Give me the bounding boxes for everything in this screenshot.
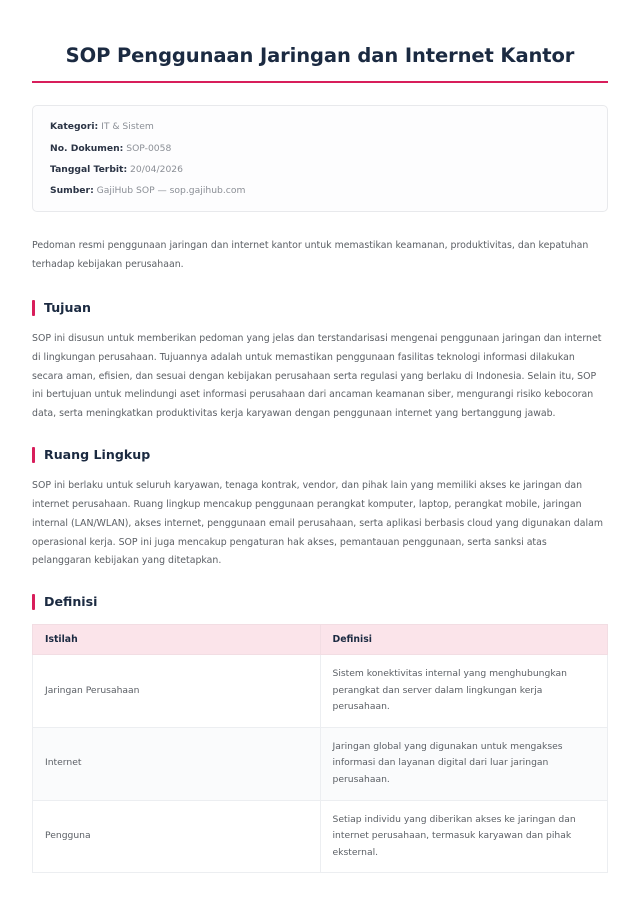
section-definisi-header <box>32 594 608 610</box>
section-tujuan-title: Tujuan <box>44 299 91 315</box>
definisi-table <box>32 624 608 873</box>
table-row <box>33 655 608 728</box>
metadata-value-kategori: IT & Sistem <box>101 121 154 133</box>
section-ruang-lingkup-title: Ruang Lingkup <box>44 446 151 462</box>
metadata-label-tanggal: Tanggal Terbit: <box>50 163 128 175</box>
metadata-value-tanggal: 20/04/2026 <box>130 163 184 175</box>
page-title: SOP Penggunaan Jaringan dan Internet Kantor <box>65 44 575 67</box>
cell-istilah: Internet <box>33 727 321 800</box>
metadata-label-kategori: Kategori: <box>50 121 99 133</box>
section-ruang-lingkup-header <box>32 447 608 463</box>
table-row <box>33 727 608 800</box>
metadata-label-sumber: Sumber: <box>50 185 94 197</box>
metadata-row-dokumen <box>50 142 590 156</box>
document-intro: Pedoman resmi penggunaan jaringan dan internet kantor untuk memastikan keamanan, produktivitas, dan kepatuhan terhadap kebijakan perusahaan. <box>32 240 589 270</box>
cell-definisi: Jaringan global yang digunakan untuk mengakses informasi dan layanan digital dari luar jaringan perusahaan. <box>320 727 608 800</box>
section-tujuan-body: SOP ini disusun untuk memberikan pedoman yang jelas dan terstandarisasi mengenai penggunaan jaringan dan internet di lingkungan perusahaan. Tujuannya adalah untuk memastikan penggunaan fasilitas teknologi informasi dilakukan secara aman, efisien, dan sesuai dengan kebijakan perusahaan serta regulasi yang berlaku di Indonesia. Selain itu, SOP ini bertujuan untuk melindungi aset informasi perusahaan dari ancaman keamanan siber, mengurangi risiko kebocoran data, serta meningkatkan produktivitas kerja karyawan dengan penggunaan internet yang bertanggung jawab. <box>32 333 602 420</box>
metadata-row-sumber <box>50 184 590 198</box>
definisi-table-body <box>33 655 608 873</box>
section-definisi-title: Definisi <box>44 593 98 609</box>
accent-bar-icon <box>32 300 35 316</box>
section-ruang-lingkup <box>32 447 608 571</box>
cell-istilah: Pengguna <box>33 800 321 873</box>
column-header-istilah: Istilah <box>33 625 321 655</box>
section-tujuan-header <box>32 300 608 316</box>
cell-definisi: Sistem konektivitas internal yang menghubungkan perangkat dan server dalam lingkungan kerja perusahaan. <box>320 655 608 728</box>
accent-bar-icon <box>32 447 35 463</box>
section-ruang-lingkup-body: SOP ini berlaku untuk seluruh karyawan, tenaga kontrak, vendor, dan pihak lain yang memiliki akses ke jaringan dan internet perusahaan. Ruang lingkup mencakup penggunaan perangkat komputer, laptop, perangkat mobile, jaringan internal (LAN/WLAN), akses internet, penggunaan email perusahaan, serta aplikasi berbasis cloud yang digunakan dalam operasional kerja. SOP ini juga mencakup pengaturan hak akses, pemantauan penggunaan, serta sanksi atas pelanggaran kebijakan yang ditetapkan. <box>32 480 603 567</box>
column-header-definisi: Definisi <box>320 625 608 655</box>
definisi-table-head <box>33 625 608 655</box>
cell-definisi: Setiap individu yang diberikan akses ke jaringan dan internet perusahaan, termasuk karyawan dan pihak eksternal. <box>320 800 608 873</box>
table-row <box>33 800 608 873</box>
metadata-value-sumber: GajiHub SOP — sop.gajihub.com <box>96 185 246 197</box>
metadata-row-tanggal <box>50 163 590 177</box>
metadata-row-kategori <box>50 120 590 134</box>
title-divider <box>32 81 608 83</box>
metadata-value-dokumen: SOP-0058 <box>126 142 172 154</box>
metadata-label-dokumen: No. Dokumen: <box>50 142 124 154</box>
document-metadata-box <box>32 105 608 212</box>
table-header-row <box>33 625 608 655</box>
section-definisi <box>32 594 608 873</box>
accent-bar-icon <box>32 594 35 610</box>
section-tujuan <box>32 300 608 424</box>
cell-istilah: Jaringan Perusahaan <box>33 655 321 728</box>
